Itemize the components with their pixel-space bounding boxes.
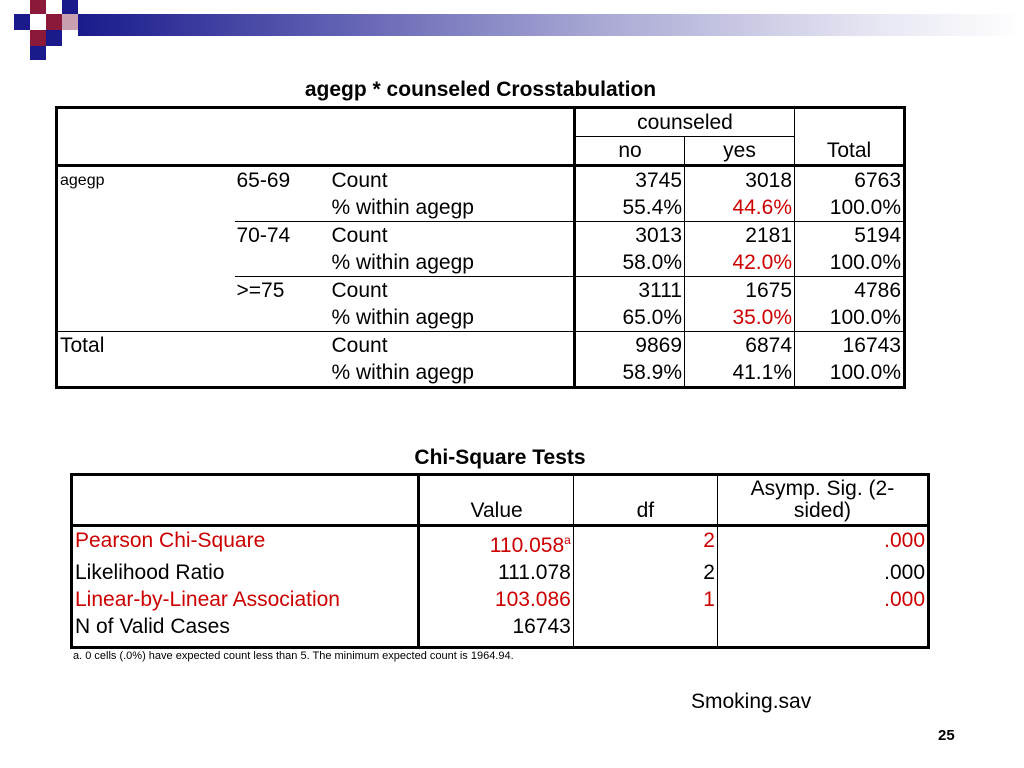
cell-sig: [717, 613, 928, 648]
table-row: [72, 586, 929, 613]
row-var-label: agegp: [60, 172, 105, 189]
cell-no: 9869: [575, 332, 685, 360]
col-header-sig: Asymp. Sig. (2-sided): [717, 475, 928, 526]
col-group-header: counseled: [575, 108, 795, 137]
footnote-marker: a: [564, 533, 571, 547]
group-label: 65-69: [236, 169, 291, 192]
table-row: [57, 332, 905, 360]
stat-label: % within agegp: [331, 251, 474, 274]
cell-total: 16743: [795, 332, 905, 360]
test-label: Linear-by-Linear Association: [75, 588, 340, 611]
cell-no: 58.9%: [575, 359, 685, 388]
total-row-label: Total: [57, 332, 330, 360]
group-label: [235, 304, 330, 332]
stat-label: % within agegp: [331, 196, 474, 219]
group-label: [235, 194, 330, 222]
cell-df: [573, 613, 717, 648]
header-row: [57, 108, 905, 137]
cell-value: 111.078: [419, 559, 573, 586]
group-label: 70-74: [235, 222, 330, 250]
corner-cell: [72, 475, 419, 526]
cell-df: 2: [573, 559, 717, 586]
crosstab-table: [55, 106, 906, 389]
deco-square: [46, 14, 62, 30]
test-label: Pearson Chi-Square: [75, 529, 266, 552]
group-label: >=75: [235, 277, 330, 305]
deco-square: [46, 30, 62, 46]
test-label: N of Valid Cases: [75, 615, 230, 638]
stat-label: Count: [331, 169, 388, 192]
cell-total: 100.0%: [795, 359, 905, 388]
cell-no: 55.4%: [575, 194, 685, 222]
deco-square: [30, 0, 46, 14]
deco-square: [62, 0, 78, 14]
cell-sig: .000: [717, 586, 928, 613]
crosstab-title: agegp * counseled Crosstabulation: [304, 78, 657, 101]
deco-square: [30, 30, 46, 46]
gradient-bar: [78, 14, 1024, 36]
corner-cell: [57, 108, 575, 166]
table-row: [57, 166, 905, 195]
cell-yes: 42.0%: [685, 249, 795, 277]
table-row: [72, 613, 929, 648]
cell-sig: .000: [717, 559, 928, 586]
cell-yes: 35.0%: [685, 304, 795, 332]
col-header-total: Total: [795, 108, 905, 166]
group-label: [235, 249, 330, 277]
cell-total: 100.0%: [795, 249, 905, 277]
cell-yes: 44.6%: [685, 194, 795, 222]
decorative-header: [0, 0, 1024, 62]
chisq-title: Chi-Square Tests: [414, 446, 586, 469]
cell-yes: 41.1%: [685, 359, 795, 388]
stat-label: Count: [330, 222, 575, 250]
cell-value: 16743: [419, 613, 573, 648]
footnote: a. 0 cells (.0%) have expected count less than 5. The minimum expected count is 1964.94.: [73, 650, 514, 662]
cell-no: 3745: [575, 166, 685, 195]
col-header-no: no: [575, 137, 685, 166]
value-text: 110.058: [489, 534, 565, 557]
cell-no: 58.0%: [575, 249, 685, 277]
cell-total: 4786: [795, 277, 905, 305]
cell-total: 6763: [795, 166, 905, 195]
cell-total: 100.0%: [795, 304, 905, 332]
source-label: Smoking.sav: [691, 690, 812, 713]
table-row: [72, 526, 929, 560]
cell-value: 103.086: [419, 586, 573, 613]
cell-df: 2: [573, 526, 717, 560]
cell-sig: .000: [717, 526, 928, 560]
deco-square: [14, 14, 30, 30]
header-row: [72, 475, 929, 526]
cell-no: 3013: [575, 222, 685, 250]
stat-label: Count: [330, 332, 575, 360]
cell-total: 100.0%: [795, 194, 905, 222]
cell-no: 3111: [575, 277, 685, 305]
cell-df: 1: [573, 586, 717, 613]
cell-yes: 1675: [685, 277, 795, 305]
deco-square: [62, 14, 78, 30]
page-number: 25: [938, 727, 955, 744]
table-row: [72, 559, 929, 586]
cell-total: 5194: [795, 222, 905, 250]
stat-label: % within agegp: [331, 361, 474, 384]
cell-yes: 6874: [685, 332, 795, 360]
col-header-yes: yes: [685, 137, 795, 166]
cell-value: [419, 526, 573, 560]
col-header-df: df: [573, 475, 717, 526]
deco-square: [30, 46, 46, 60]
stat-label: % within agegp: [331, 306, 474, 329]
cell-yes: 3018: [685, 166, 795, 195]
table-row: [57, 359, 905, 388]
cell-yes: 2181: [685, 222, 795, 250]
cell-no: 65.0%: [575, 304, 685, 332]
chisq-table: [70, 473, 930, 649]
stat-label: Count: [330, 277, 575, 305]
empty-cell: [57, 359, 330, 388]
test-label: Likelihood Ratio: [75, 561, 225, 584]
col-header-value: Value: [419, 475, 573, 526]
